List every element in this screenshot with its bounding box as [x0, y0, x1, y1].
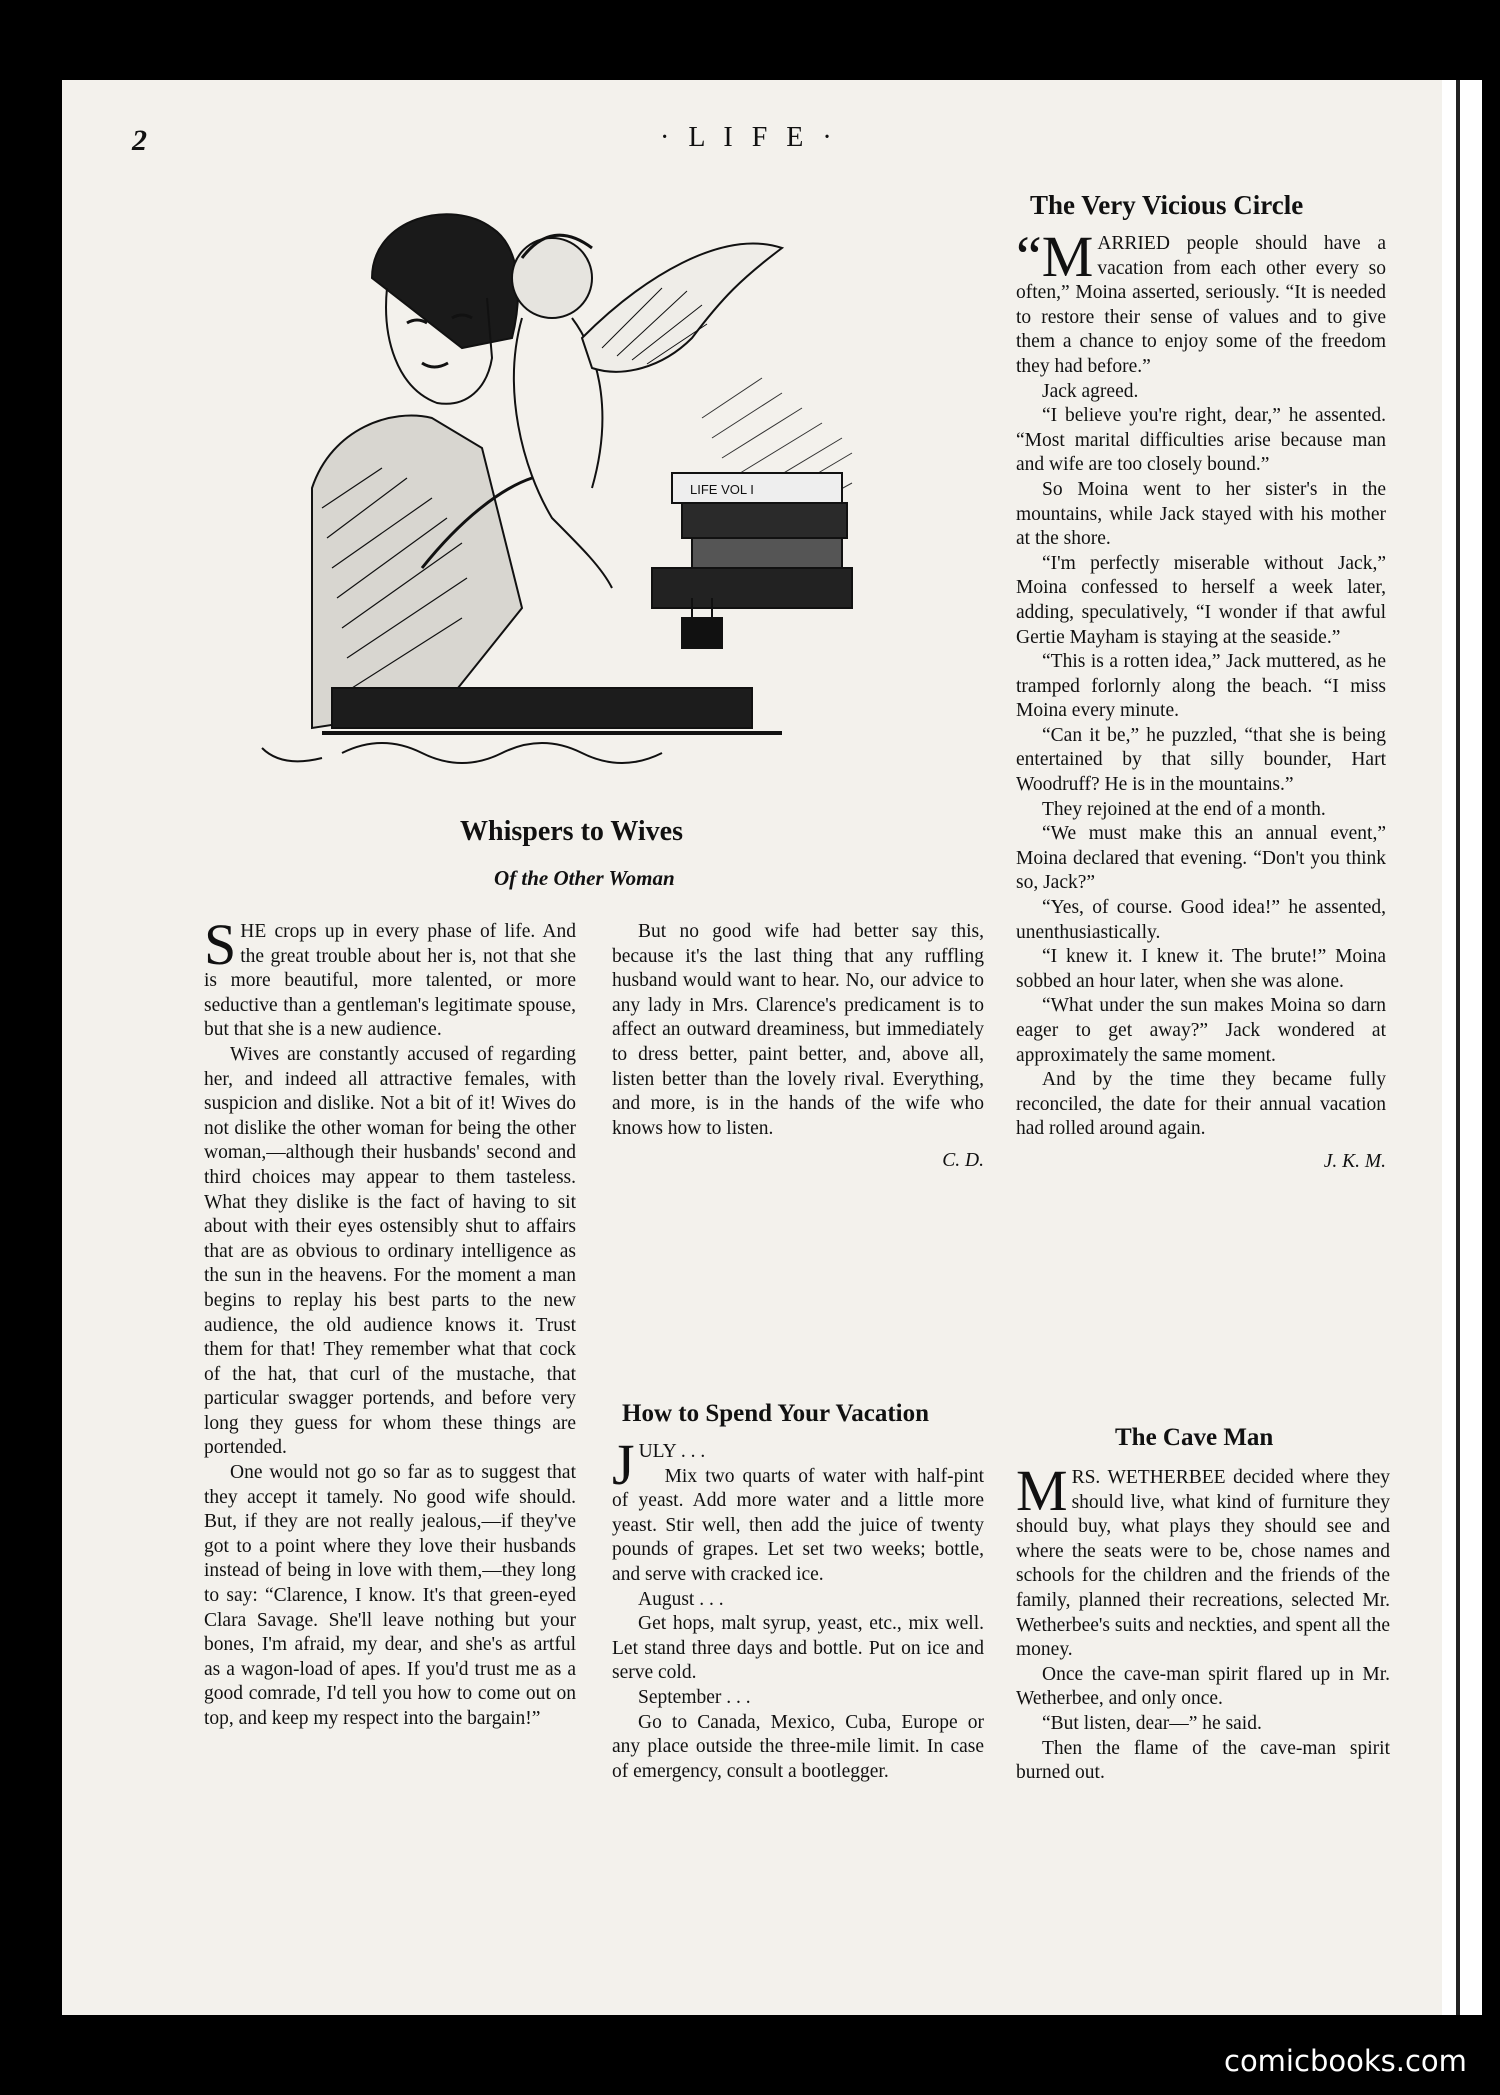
caveman-paragraph-2: Once the cave-man spirit flared up in Mr. Wetherbee, and only once. — [1016, 1663, 1390, 1710]
dropcap: M — [1016, 1466, 1068, 1523]
caveman-column — [1016, 1466, 1390, 1866]
article-title-whispers: Whispers to Wives — [460, 816, 683, 847]
circle-column — [1016, 232, 1386, 1402]
circle-paragraph-2: Jack agreed. — [1042, 380, 1139, 402]
circle-paragraph-13: And by the time they became fully reconciled, the date for their annual vacation had rolled around again. — [1016, 1069, 1386, 1140]
book-label: LIFE VOL I — [690, 482, 754, 497]
caveman-paragraph-4: Then the flame of the cave-man spirit burned out. — [1016, 1737, 1390, 1784]
vacation-paragraph-2: Mix two quarts of water with half-pint of yeast. Add more water and a little more yeast. Stir well, then add the juice of twenty pounds of grapes. Let set two weeks; bottle, and serve with cracked ice. — [612, 1465, 984, 1585]
circle-paragraph-4: So Moina went to her sister's in the mountains, while Jack stayed with his mother at the shore. — [1016, 478, 1386, 550]
article-subtitle-whispers: Of the Other Woman — [494, 866, 675, 890]
illustration-woman-with-cupid — [222, 188, 960, 810]
vacation-paragraph-3: August . . . — [638, 1588, 724, 1610]
circle-paragraph-6: “This is a rotten idea,” Jack muttered, as he tramped forlornly along the beach. “I miss Moina every minute. — [1016, 651, 1386, 722]
dropcap: J — [612, 1440, 635, 1497]
article-title-circle: The Very Vicious Circle — [1030, 190, 1304, 220]
circle-paragraph-9: “We must make this an annual event,” Moina declared that evening. “Don't you think so, Jack?” — [1016, 823, 1386, 894]
whispers-paragraph-2: Wives are constantly accused of regarding her, and indeed all attractive females, with suspicion and dislike. Not a bit of it! Wives do not dislike the other woman for being the other woman,—although their husbands' second and third choices may appear to them tasteless. What they dislike is the fact of having to sit about with their eyes ostensibly shut to affairs that are as obvious to ordinary intelligence as the sun in the heavens. For the moment a man begins to replay his best parts to the new audience, the old audience knows it. Trust them for that! They remember what that cock of the hat, that curl of the mustache, that particular swagger portends, and before very long they guess for whom these things are portended. — [204, 1043, 576, 1459]
vacation-paragraph-4: Get hops, malt syrup, yeast, etc., mix well. Let stand three days and bottle. Put on ice and serve cold. — [612, 1613, 984, 1684]
vacation-column — [612, 1440, 984, 1860]
signature-cd: C. D. — [942, 1150, 984, 1172]
whispers-paragraph-4: But no good wife had better say this, because it's the last thing that any ruffling husband would want to hear. No, our advice to any lady in Mrs. Clarence's predicament is to affect an outward dreaminess, but immediately to dress better, paint better, and, above all, listen better than the lovely rival. Everything, and more, is in the hands of the wife who knows how to listen. — [612, 921, 984, 1139]
vacation-paragraph-6: Go to Canada, Mexico, Cuba, Europe or any place outside the three-mile limit. In case of emergency, consult a bootlegger. — [612, 1711, 984, 1782]
signature-jkm: J. K. M. — [1323, 1150, 1386, 1172]
circle-paragraph-11: “I knew it. I knew it. The brute!” Moina sobbed an hour later, when she was alone. — [1016, 946, 1386, 992]
dropcap: S — [204, 920, 237, 977]
article-title-vacation: How to Spend Your Vacation — [622, 1400, 930, 1427]
article-title-caveman: The Cave Man — [1115, 1424, 1274, 1451]
circle-paragraph-7: “Can it be,” he puzzled, “that she is being entertained by that silly bounder, Hart Woodruff? He is in the mountains.” — [1016, 724, 1386, 796]
circle-paragraph-3: “I believe you're right, dear,” he assented. “Most marital difficulties arise because man and wife are too closely bound.” — [1016, 405, 1386, 476]
whispers-column-1 — [204, 920, 576, 1860]
circle-paragraph-1: “MARRIED people should have a vacation from each other every so often,” Moina asserted, seriously. “It is needed to restore their sense of values and to give them a chance to enjoy some of the freedom they had before.” — [1016, 232, 1386, 377]
whispers-paragraph-3: One would not go so far as to suggest that they accept it tamely. No good wife should. But, if they are not really jealous,—if they've got to a point where they love their husbands instead of being in love with them,—they long to say: “Clarence, I know. It's that green-eyed Clara Savage. She'll leave nothing but your bones, I'm afraid, my dear, and she's as artful as a wagon-load of apes. If you'd trust me as a good comrade, I'd tell you how to come out on top, and keep my respect into the bargain!” — [204, 1462, 576, 1729]
circle-paragraph-12: “What under the sun makes Moina so darn eager to get away?” Jack wondered at approximately the same moment. — [1016, 995, 1386, 1066]
whispers-paragraph-1: SHE crops up in every phase of life. And the great trouble about her is, not that she is more beautiful, more talented, or more seductive than a gentleman's legitimate spouse, but that she is a new audience. — [204, 920, 576, 1041]
masthead: · L I F E · — [660, 122, 838, 153]
page-number: 2 — [132, 124, 147, 157]
watermark: comicbooks.com — [1224, 2044, 1467, 2078]
facing-page-edge — [1442, 80, 1482, 2015]
vacation-paragraph-1: JULY . . . — [612, 1440, 706, 1497]
caveman-paragraph-1: MRS. WETHERBEE decided where they should live, what kind of furniture they should buy, what plays they should see and where the seats were to be, chose names and schools for the children and the friends of the family, planned their recreations, selected Mr. Wetherbee's suits and neckties, and spent all the money. — [1016, 1466, 1390, 1661]
vacation-paragraph-5: September . . . — [638, 1686, 751, 1708]
whispers-column-2 — [612, 920, 984, 1340]
caveman-paragraph-3: “But listen, dear—” he said. — [1042, 1712, 1262, 1734]
circle-paragraph-8: They rejoined at the end of a month. — [1042, 798, 1326, 820]
circle-paragraph-5: “I'm perfectly miserable without Jack,” Moina confessed to herself a week later, adding, speculatively, “I wonder if that awful Gertie Mayham is staying at the seaside.” — [1016, 552, 1386, 648]
dropcap: “M — [1016, 232, 1094, 289]
circle-paragraph-10: “Yes, of course. Good idea!” he assented, unenthusiastically. — [1016, 897, 1386, 943]
